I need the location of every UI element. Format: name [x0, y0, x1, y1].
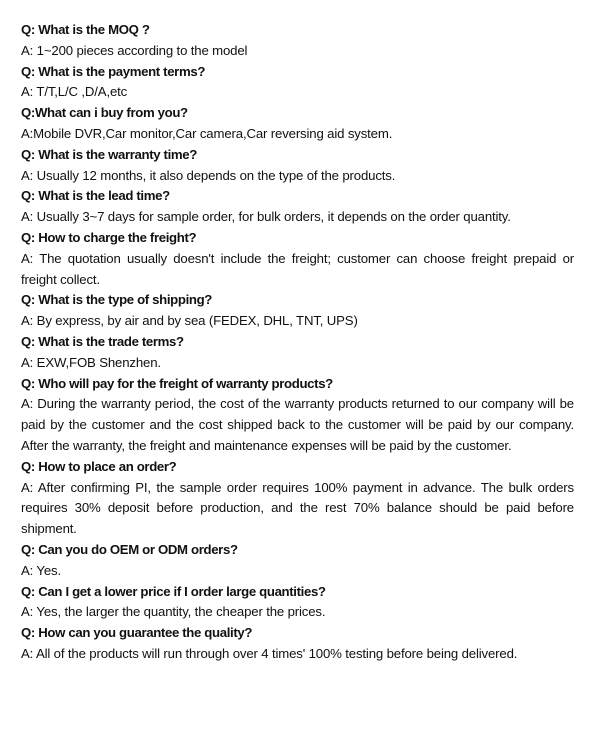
question: Q: How can you guarantee the quality?	[21, 625, 253, 641]
faq-item-moq	[21, 20, 574, 62]
answer: A: During the warranty period, the cost of the warranty products returned to our company will be paid by the customer and the cost shipped back to the customer will be paid by our company. After the warranty, the freight and maintenance expenses will be paid by the customer.	[21, 396, 574, 453]
answer: A: Yes.	[21, 562, 62, 578]
question: Q:What can i buy from you?	[21, 105, 188, 121]
question: Q: How to place an order?	[21, 458, 177, 474]
answer: A: After confirming PI, the sample order requires 100% payment in advance. The bulk orders requires 30% deposit before production, and the rest 70% balance should be paid before shipment.	[21, 479, 574, 537]
faq-item-payment-terms	[21, 62, 574, 104]
question: Q: What is the warranty time?	[21, 146, 197, 162]
faq-item-warranty-time	[21, 145, 574, 187]
question: Q: What is the trade terms?	[21, 333, 184, 349]
question: Q: What is the MOQ ?	[21, 22, 150, 37]
question: Q: Who will pay for the freight of warranty products?	[21, 375, 333, 391]
question: Q: How to charge the freight?	[21, 229, 197, 245]
answer: A: By express, by air and by sea (FEDEX, DHL, TNT, UPS)	[21, 313, 358, 329]
faq-item-oem-odm	[21, 540, 574, 582]
question: Q: What is the payment terms?	[21, 63, 206, 79]
answer: A: EXW,FOB Shenzhen.	[21, 354, 161, 370]
faq-item-warranty-freight	[21, 374, 574, 457]
answer: A: 1~200 pieces according to the model	[21, 42, 248, 58]
answer: A: Usually 12 months, it also depends on the type of the products.	[21, 167, 396, 183]
answer: A: Yes, the larger the quantity, the cheaper the prices.	[21, 604, 326, 620]
question: Q: Can you do OEM or ODM orders?	[21, 541, 238, 557]
question: Q: What is the type of shipping?	[21, 292, 212, 308]
answer: A: T/T,L/C ,D/A,etc	[21, 84, 128, 100]
faq-list	[21, 20, 574, 665]
answer: A:Mobile DVR,Car monitor,Car camera,Car reversing aid system.	[21, 125, 393, 141]
answer: A: Usually 3~7 days for sample order, for bulk orders, it depends on the order quantity.	[21, 209, 511, 225]
answer: A: All of the products will run through over 4 times' 100% testing before being delivered.	[21, 645, 518, 661]
faq-item-place-order	[21, 457, 574, 540]
faq-item-lead-time	[21, 186, 574, 228]
faq-item-lower-price	[21, 582, 574, 624]
question: Q: What is the lead time?	[21, 188, 170, 204]
faq-item-products	[21, 103, 574, 145]
answer: A: The quotation usually doesn't include the freight; customer can choose freight prepaid or freight collect.	[21, 250, 574, 287]
faq-item-shipping-type	[21, 290, 574, 332]
question: Q: Can I get a lower price if I order large quantities?	[21, 583, 326, 599]
faq-item-trade-terms	[21, 332, 574, 374]
faq-item-freight	[21, 228, 574, 290]
faq-item-quality	[21, 623, 574, 665]
